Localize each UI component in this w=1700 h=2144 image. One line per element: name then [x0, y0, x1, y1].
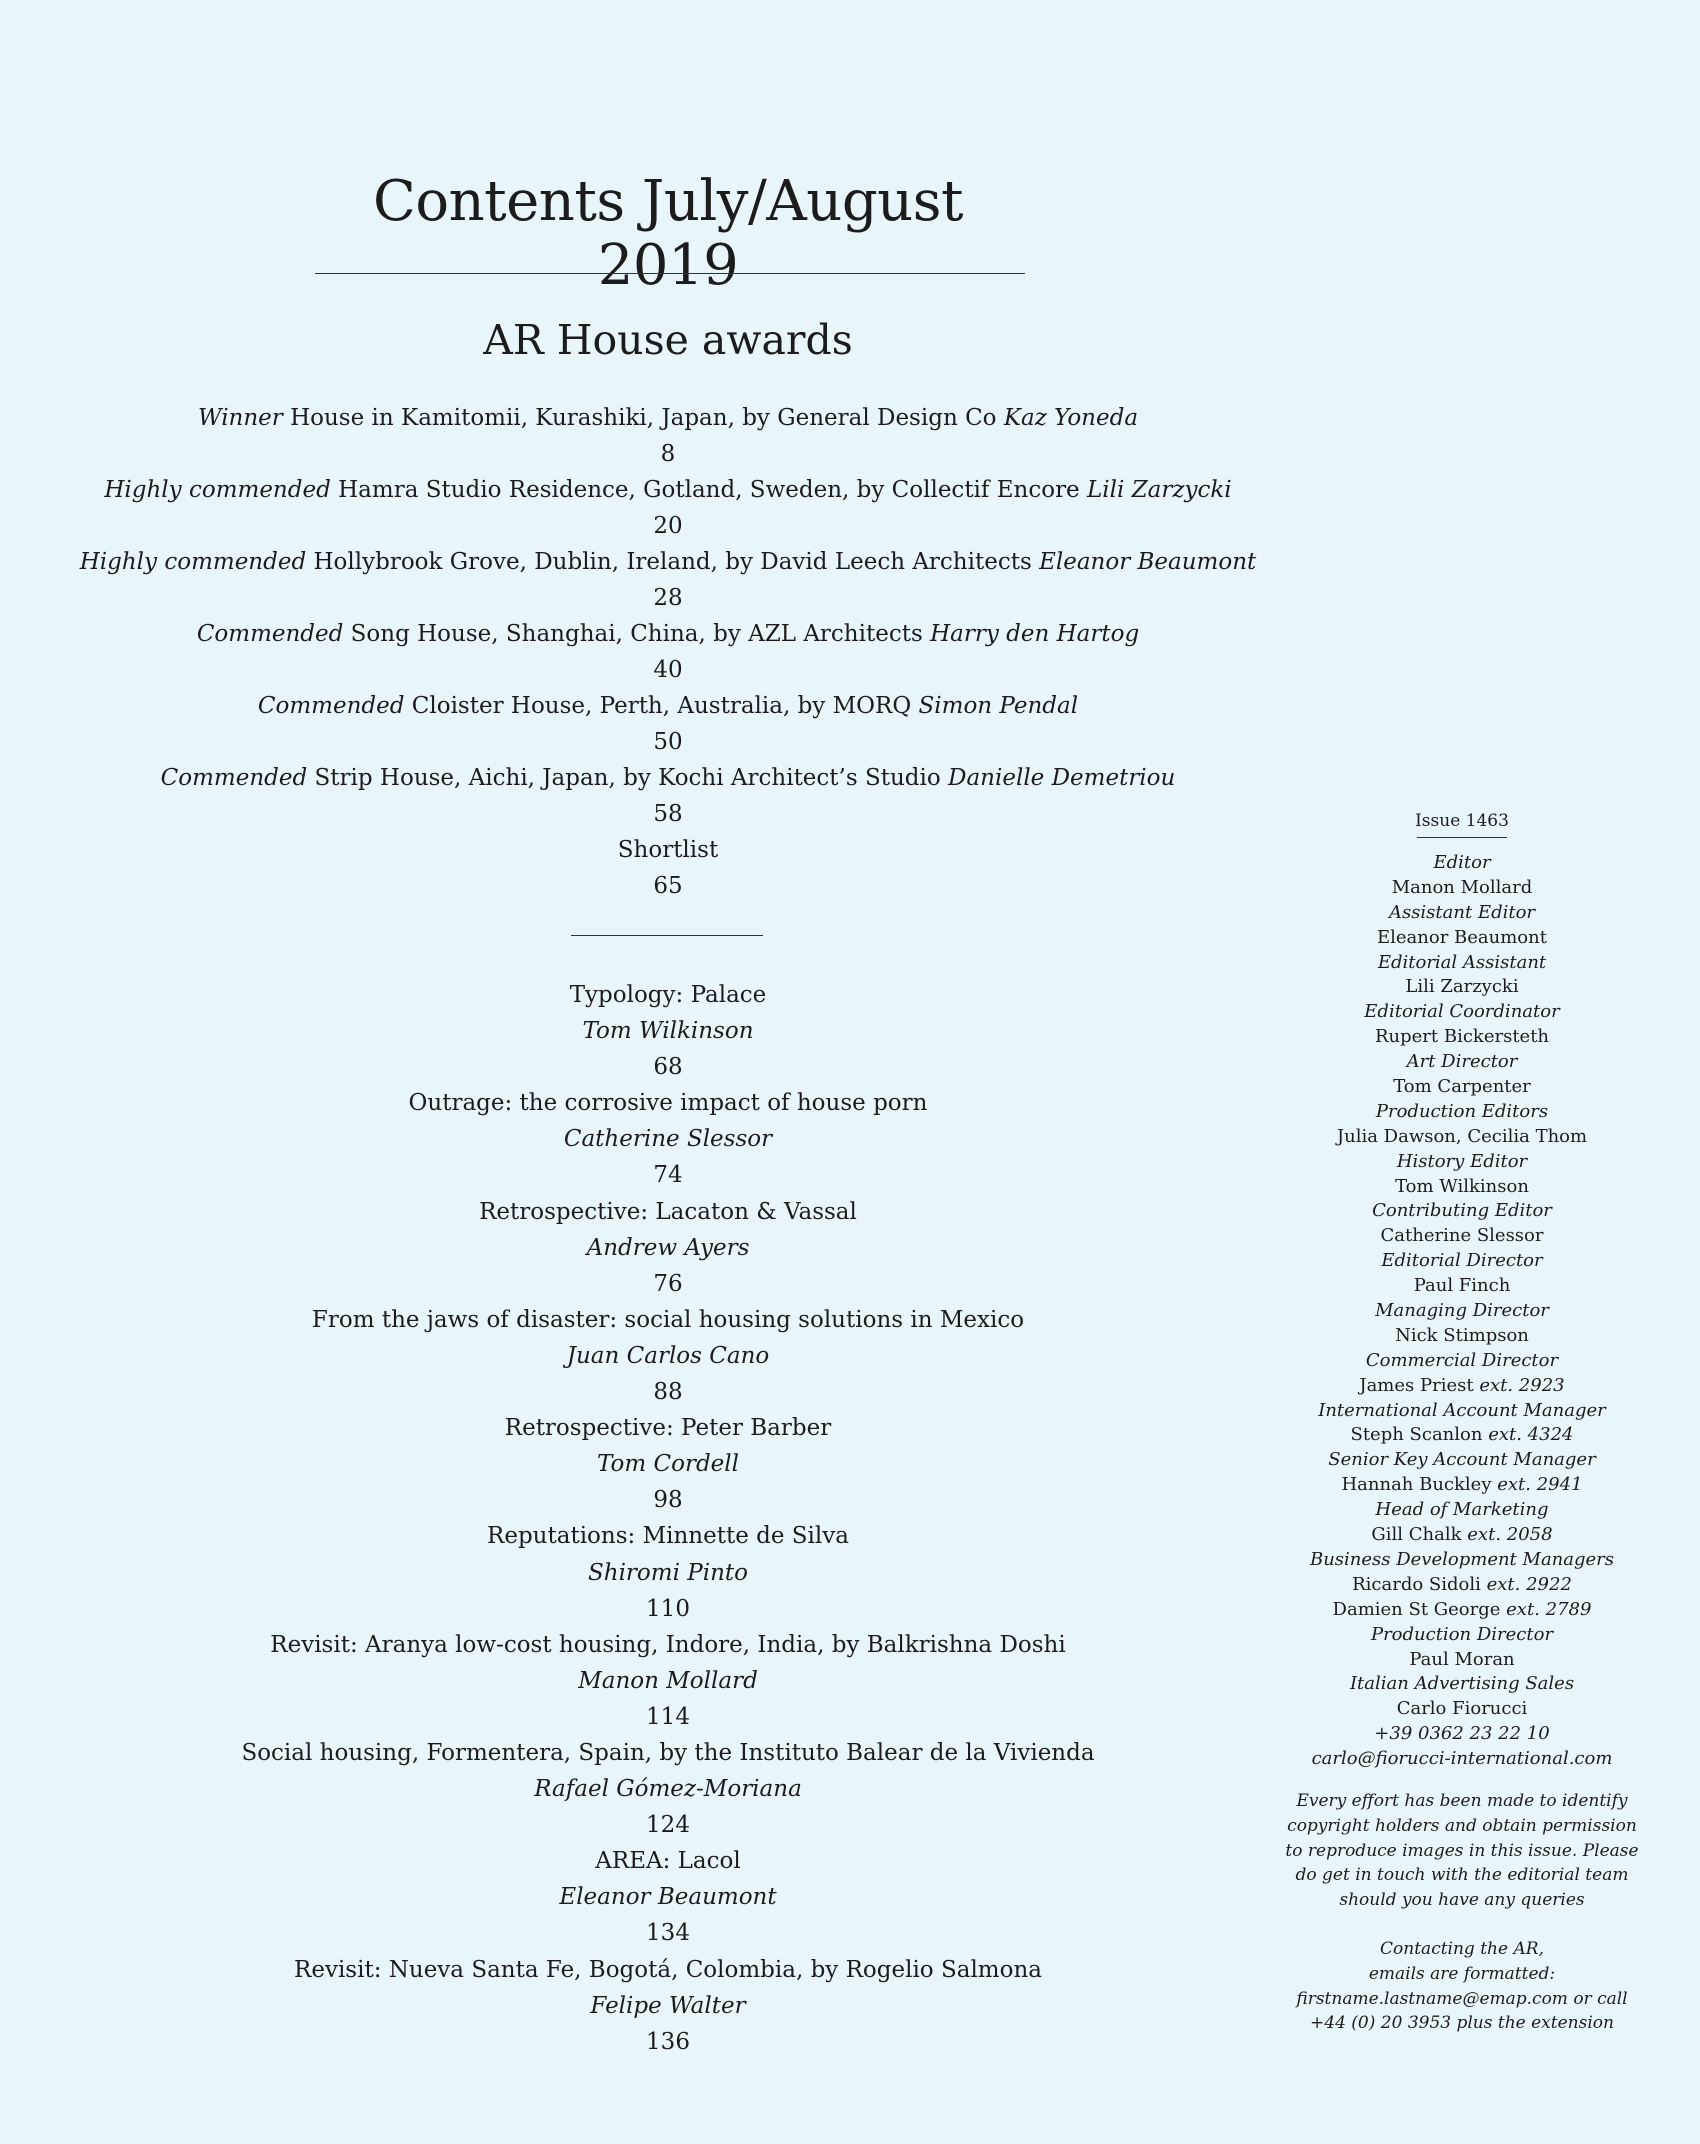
section-divider [571, 935, 763, 936]
staff-role: Contributing Editor [1372, 1200, 1552, 1222]
contact-line: Contacting the AR, [1380, 1938, 1544, 1959]
page-number: 124 [646, 1812, 690, 1839]
award-author: Simon Pendal [918, 693, 1079, 719]
staff-extension: ext. 2922 [1486, 1573, 1572, 1595]
awards-list [0, 400, 1336, 904]
staff-role: Editorial Assistant [1377, 951, 1547, 973]
feature-title[interactable]: From the jaws of disaster: social housing solutions in Mexico [311, 1306, 1025, 1333]
award-category: Commended [160, 765, 308, 791]
award-entry[interactable] [0, 616, 1336, 652]
features-list [0, 977, 1336, 2060]
notice-line: should you have any queries [1339, 1890, 1585, 1911]
staff-role: Assistant Editor [1388, 901, 1536, 923]
staff-name: Lili Zarzycki [1405, 976, 1519, 998]
staff-name: Eleanor Beaumont [1377, 926, 1547, 948]
staff-extension: ext. 2923 [1479, 1374, 1565, 1396]
staff-role: International Account Manager [1318, 1399, 1606, 1421]
staff-role: Editorial Coordinator [1364, 1001, 1560, 1023]
staff-phone: +39 0362 23 22 10 [1374, 1723, 1550, 1745]
page-number: 50 [653, 729, 683, 755]
page-number: 76 [653, 1270, 683, 1297]
award-project: Strip House, Aichi, Japan, by Kochi Architect’s Studio [314, 765, 941, 791]
staff-name: James Priest [1359, 1374, 1474, 1396]
staff-role: Business Development Managers [1309, 1548, 1615, 1570]
notice-line: Every effort has been made to identify [1296, 1790, 1628, 1811]
staff-role: Production Editors [1375, 1100, 1549, 1122]
section-title: AR House awards [483, 316, 853, 364]
feature-title[interactable]: Social housing, Formentera, Spain, by the Instituto Balear de la Vivienda [241, 1739, 1095, 1766]
staff-role: Editorial Director [1381, 1250, 1543, 1272]
award-category: Commended [257, 693, 405, 719]
feature-title[interactable]: Retrospective: Lacaton & Vassal [479, 1198, 857, 1225]
staff-email[interactable]: carlo@fiorucci-international.com [1311, 1748, 1613, 1770]
staff-name: Gill Chalk [1371, 1524, 1462, 1546]
feature-title[interactable]: Revisit: Aranya low-cost housing, Indore, India, by Balkrishna Doshi [270, 1631, 1066, 1658]
staff-extension: ext. 2058 [1467, 1524, 1553, 1546]
page-title: Contents July/August 2019 [373, 169, 963, 298]
staff-role: Head of Marketing [1375, 1499, 1549, 1521]
page-number: 8 [660, 441, 676, 467]
contact-line: emails are formatted: [1368, 1963, 1556, 1984]
feature-title[interactable]: Revisit: Nueva Santa Fe, Bogotá, Colombia, by Rogelio Salmona [294, 1956, 1042, 1983]
masthead-credits [1262, 807, 1662, 2036]
staff-name: Damien St George [1332, 1598, 1501, 1620]
award-author: Eleanor Beaumont [1039, 549, 1257, 575]
feature-author: Juan Carlos Cano [566, 1342, 770, 1369]
feature-author: Eleanor Beaumont [559, 1884, 777, 1911]
feature-author: Andrew Ayers [586, 1234, 750, 1261]
title-divider [315, 273, 1025, 274]
feature-author: Catherine Slessor [563, 1126, 773, 1153]
staff-role: History Editor [1396, 1150, 1528, 1172]
award-project: Hollybrook Grove, Dublin, Ireland, by David Leech Architects [313, 549, 1032, 575]
page-number: 74 [653, 1162, 683, 1189]
page-number: 28 [653, 585, 683, 611]
award-category: Highly commended [79, 549, 307, 575]
award-entry[interactable] [0, 688, 1336, 724]
award-entry[interactable] [0, 400, 1336, 436]
feature-title[interactable]: Outrage: the corrosive impact of house porn [408, 1090, 928, 1117]
staff-name: Tom Wilkinson [1395, 1175, 1529, 1197]
staff-name: Nick Stimpson [1395, 1324, 1529, 1346]
award-author: Kaz Yoneda [1003, 405, 1139, 431]
staff-list [1262, 850, 1662, 1771]
feature-title[interactable]: Typology: Palace [569, 982, 767, 1008]
award-project: Song House, Shanghai, China, by AZL Architects [350, 621, 923, 647]
award-entry[interactable] [0, 544, 1336, 580]
notice-line: to reproduce images in this issue. Please [1285, 1840, 1639, 1861]
page-number: 58 [653, 801, 683, 827]
page-number: 68 [653, 1054, 683, 1081]
staff-role: Senior Key Account Manager [1328, 1449, 1596, 1471]
staff-name: Carlo Fiorucci [1396, 1698, 1528, 1720]
page-number: 65 [653, 873, 683, 899]
staff-role: Art Director [1406, 1051, 1518, 1073]
page-number: 20 [653, 513, 683, 539]
staff-extension: ext. 2941 [1497, 1474, 1583, 1496]
award-entry[interactable] [0, 760, 1336, 796]
staff-role: Production Director [1370, 1623, 1554, 1645]
award-category: Winner [197, 405, 283, 431]
feature-author: Manon Mollard [578, 1667, 758, 1694]
staff-name: Ricardo Sidoli [1352, 1573, 1481, 1595]
staff-name: Rupert Bickersteth [1374, 1026, 1550, 1048]
page-number: 98 [653, 1487, 683, 1514]
feature-author: Tom Wilkinson [582, 1018, 754, 1045]
award-category: Commended [196, 621, 344, 647]
staff-role: Commercial Director [1365, 1349, 1559, 1371]
staff-name: Steph Scanlon [1350, 1424, 1483, 1446]
notice-line: copyright holders and obtain permission [1287, 1815, 1637, 1836]
award-project: Cloister House, Perth, Australia, by MORQ [411, 693, 912, 719]
page-number: 40 [653, 657, 683, 683]
copyright-notice [1262, 1789, 1662, 2036]
page-number: 136 [646, 2028, 690, 2055]
page-number: 114 [646, 1703, 690, 1730]
award-entry[interactable] [0, 472, 1336, 508]
staff-role: Managing Director [1375, 1300, 1549, 1322]
award-author: Harry den Hartog [930, 621, 1140, 647]
feature-author: Tom Cordell [596, 1451, 739, 1478]
award-author: Danielle Demetriou [948, 765, 1176, 791]
shortlist-entry[interactable]: Shortlist [617, 837, 719, 863]
staff-name: Hannah Buckley [1341, 1474, 1492, 1496]
award-project: House in Kamitomii, Kurashiki, Japan, by General Design Co [290, 405, 997, 431]
issue-divider [1417, 837, 1507, 838]
page-number: 88 [653, 1379, 683, 1406]
staff-name: Paul Moran [1409, 1648, 1515, 1670]
staff-name: Catherine Slessor [1380, 1225, 1544, 1247]
award-author: Lili Zarzycki [1087, 477, 1232, 503]
award-category: Highly commended [104, 477, 331, 503]
staff-extension: ext. 2789 [1506, 1598, 1592, 1620]
feature-author: Felipe Walter [590, 1992, 746, 2019]
contact-line: +44 (0) 20 3953 plus the extension [1310, 2013, 1614, 2034]
issue-number: Issue 1463 [1415, 811, 1509, 831]
award-project: Hamra Studio Residence, Gotland, Sweden, by Collectif Encore [338, 477, 1080, 503]
page-number: 134 [646, 1920, 690, 1947]
page-number: 110 [646, 1595, 690, 1622]
staff-name: Paul Finch [1413, 1275, 1511, 1297]
notice-line: do get in touch with the editorial team [1295, 1865, 1629, 1886]
staff-name: Tom Carpenter [1393, 1076, 1531, 1098]
staff-name: Julia Dawson, Cecilia Thom [1336, 1125, 1588, 1147]
feature-title[interactable]: AREA: Lacol [595, 1848, 741, 1875]
feature-title[interactable]: Reputations: Minnette de Silva [487, 1523, 849, 1550]
staff-extension: ext. 4324 [1488, 1424, 1574, 1446]
feature-author: Shiromi Pinto [588, 1559, 748, 1586]
feature-author: Rafael Gómez-Moriana [534, 1776, 802, 1803]
staff-role: Editor [1433, 852, 1491, 873]
staff-role: Italian Advertising Sales [1349, 1673, 1575, 1695]
staff-name: Manon Mollard [1391, 876, 1533, 898]
contact-line: firstname.lastname@emap.com or call [1296, 1988, 1628, 2009]
feature-title[interactable]: Retrospective: Peter Barber [504, 1415, 832, 1442]
